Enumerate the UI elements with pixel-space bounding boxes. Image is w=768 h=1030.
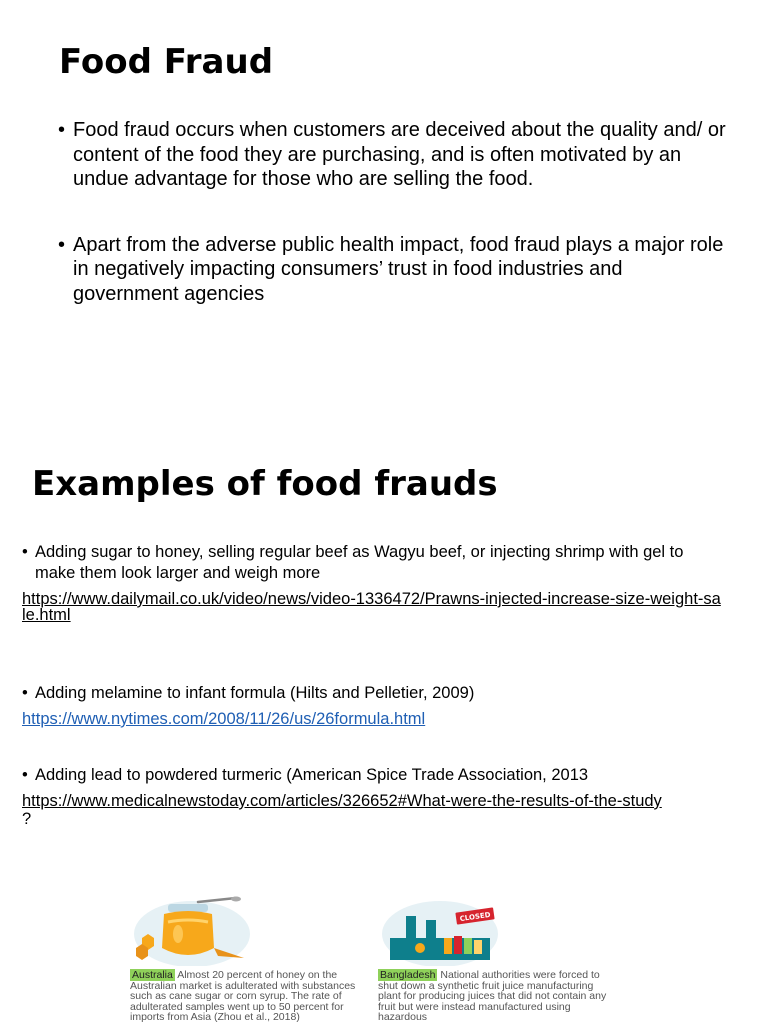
dailymail-link[interactable]: https://www.dailymail.co.uk/video/news/video-1336472/Prawns-injected-increase-size-weight-sale.html — [22, 590, 721, 624]
medicalnewstoday-link[interactable]: https://www.medicalnewstoday.com/articles/326652#What-were-the-results-of-the-study — [22, 792, 662, 810]
infographic — [128, 890, 628, 1030]
australia-caption — [130, 970, 365, 1023]
slide-food-fraud — [0, 0, 768, 420]
factory-closed-icon — [380, 896, 498, 966]
example-item — [22, 765, 722, 829]
caption-text: Almost 20 percent of honey on the Australian market is adulterated with substances such as cane sugar or corn syrup. The rate of adulterated samples went up to 50 percent for imports from Asia (Zhou et al., 2018) — [130, 969, 356, 1023]
slide-title: Examples of food frauds — [32, 464, 498, 504]
country-tag: Australia — [132, 969, 173, 981]
honey-jar-icon — [132, 896, 250, 966]
slide-title: Food Fraud — [59, 42, 274, 82]
australia-panel — [128, 890, 363, 1030]
example-text: • Adding lead to powdered turmeric (American Spice Trade Association, 2013 — [22, 765, 722, 786]
bullet-item: • Apart from the adverse public health impact, food fraud plays a major role in negatively impacting consumers’ trust in food industries and government agencies — [56, 233, 726, 307]
example-text: • Adding sugar to honey, selling regular beef as Wagyu beef, or injecting shrimp with gel to make them look larger and weigh more — [22, 542, 722, 584]
caption-text: National authorities were forced to shut down a synthetic fruit juice manufacturing plant for producing juices that did not contain any fruit but were instead manufactured using hazardous — [378, 969, 607, 1023]
trailing-mark: ? — [22, 810, 32, 828]
example-text: • Adding melamine to infant formula (Hilts and Pelletier, 2009) — [22, 683, 722, 704]
country-tag: Bangladesh — [380, 969, 436, 981]
nytimes-link[interactable]: https://www.nytimes.com/2008/11/26/us/26formula.html — [22, 710, 426, 728]
bangladesh-caption — [378, 970, 613, 1023]
bangladesh-panel — [376, 890, 611, 1030]
example-item — [22, 542, 722, 623]
closed-sign: CLOSED — [459, 910, 492, 924]
slide-examples — [0, 440, 768, 1024]
bullet-list — [56, 118, 726, 347]
bullet-item: • Food fraud occurs when customers are deceived about the quality and/ or content of the food they are purchasing, and is often motivated by an undue advantage for those who are selling the food. — [56, 118, 726, 192]
example-item — [22, 683, 722, 727]
